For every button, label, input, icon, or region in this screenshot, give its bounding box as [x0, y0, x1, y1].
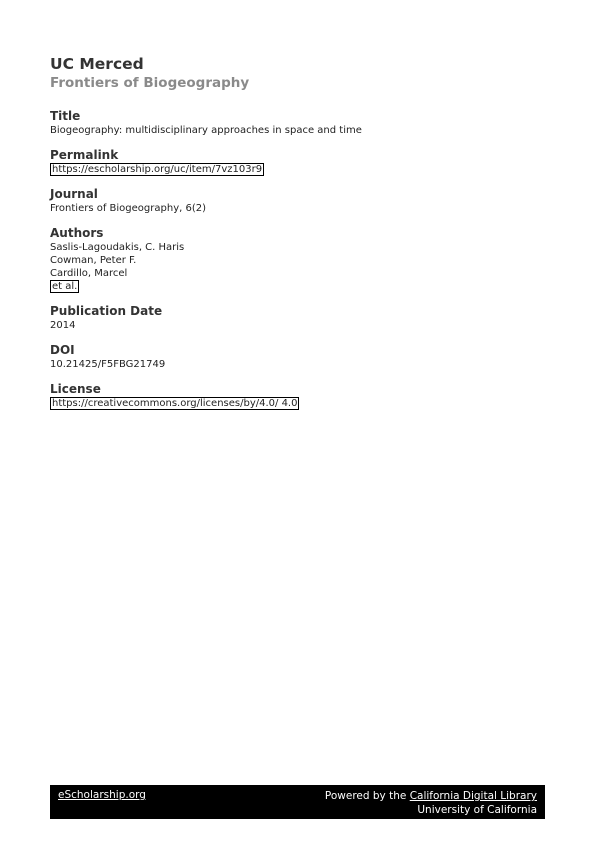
powered-by-text: Powered by the [324, 790, 407, 802]
publication-date-label: Publication Date [50, 304, 163, 318]
cdl-link[interactable]: California Digital Library [409, 790, 537, 802]
journal-section [50, 186, 545, 215]
title-label: Title [50, 109, 81, 123]
license-section [50, 381, 545, 410]
journal-label: Journal [50, 187, 98, 201]
author-name: Saslis-Lagoudakis, C. Haris [50, 242, 185, 253]
doi-value: 10.21425/F5FBG21749 [50, 359, 166, 370]
footer-bar [50, 785, 545, 819]
more-authors-link[interactable]: et al. [52, 281, 78, 292]
journal-value: Frontiers of Biogeography, 6(2) [50, 203, 206, 214]
escholarship-link[interactable]: eScholarship.org [58, 789, 146, 801]
publication-date-value: 2014 [50, 320, 76, 331]
license-label: License [50, 382, 101, 396]
title-section [50, 108, 545, 137]
permalink-label: Permalink [50, 148, 119, 162]
campus-name: UC Merced [50, 55, 144, 73]
permalink-section [50, 147, 545, 176]
authors-section [50, 225, 545, 293]
metadata-list [50, 108, 545, 420]
doi-label: DOI [50, 343, 75, 357]
title-value: Biogeography: multidisciplinary approaches in space and time [50, 125, 362, 136]
license-link[interactable]: https://creativecommons.org/licenses/by/4.0/ 4.0 [52, 398, 298, 409]
publication-date-section [50, 303, 545, 332]
authors-label: Authors [50, 226, 104, 240]
document-header [50, 55, 249, 92]
doi-section [50, 342, 545, 371]
permalink-link[interactable]: https://escholarship.org/uc/item/7vz103r9 [52, 164, 263, 175]
author-name: Cardillo, Marcel [50, 268, 128, 279]
journal-name: Frontiers of Biogeography [50, 75, 250, 91]
university-name: University of California [417, 804, 537, 816]
author-name: Cowman, Peter F. [50, 255, 137, 266]
